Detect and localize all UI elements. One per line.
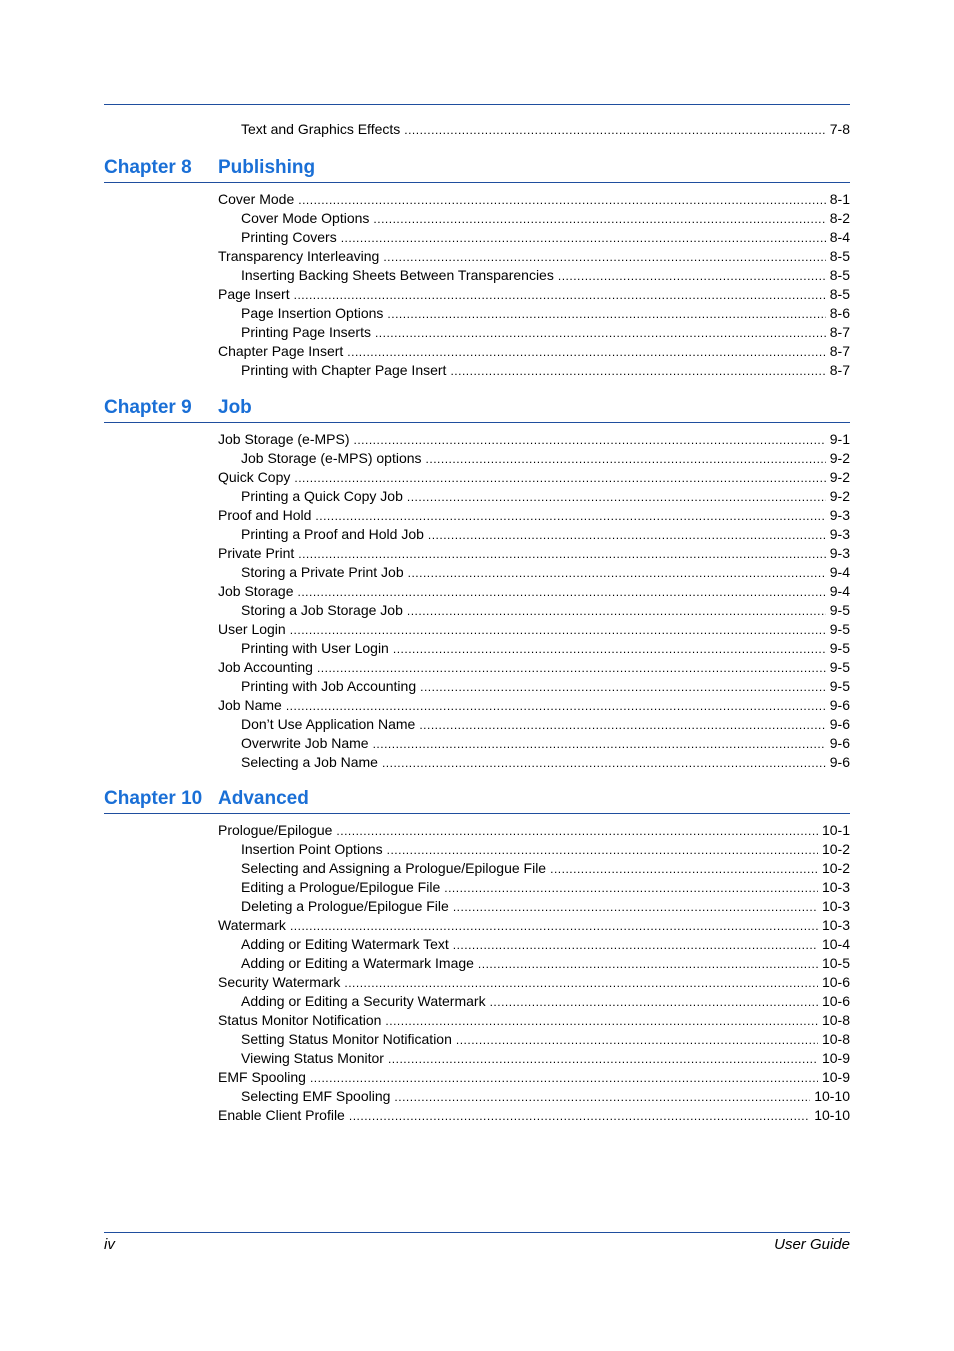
dot-leader <box>426 450 826 469</box>
toc-entry-label: Printing with User Login <box>241 640 389 656</box>
toc-entry-label: Enable Client Profile <box>218 1107 345 1123</box>
toc-entry-page: 8-7 <box>829 324 850 340</box>
dot-leader <box>408 564 826 583</box>
toc-entry[interactable] <box>218 190 850 209</box>
toc-entry[interactable] <box>218 487 850 506</box>
dot-leader <box>419 716 825 735</box>
toc-entry[interactable] <box>218 878 850 897</box>
toc-entry-page: 9-1 <box>829 431 850 447</box>
toc-entry-page: 9-5 <box>829 640 850 656</box>
dot-leader <box>349 1107 810 1126</box>
dot-leader <box>315 507 825 526</box>
toc-entry-page: 10-3 <box>821 917 850 933</box>
toc-entry-label: Job Storage <box>218 583 294 599</box>
dot-leader <box>393 640 826 659</box>
dot-leader <box>286 697 826 716</box>
toc-entry-label: Job Name <box>218 697 282 713</box>
dot-leader <box>344 974 818 993</box>
toc-entry[interactable] <box>218 430 850 449</box>
toc-entry[interactable] <box>218 859 850 878</box>
dot-leader <box>453 898 818 917</box>
toc-entry-page: 8-4 <box>829 229 850 245</box>
toc-entry-label: Watermark <box>218 917 286 933</box>
dot-leader <box>450 362 825 381</box>
dot-leader <box>444 879 818 898</box>
chapter-title: Publishing <box>218 157 316 178</box>
toc-entry[interactable] <box>218 285 850 304</box>
toc-entry[interactable] <box>218 992 850 1011</box>
toc-continued-list <box>218 120 850 139</box>
toc-entry-label: Text and Graphics Effects <box>241 121 401 137</box>
toc-entry-page: 10-4 <box>821 936 850 952</box>
toc-entry[interactable] <box>218 658 850 677</box>
dot-leader <box>336 822 818 841</box>
toc-entry-page: 9-5 <box>829 602 850 618</box>
toc-entry-label: Storing a Private Print Job <box>241 564 404 580</box>
footer-doc-title: User Guide <box>774 1236 850 1253</box>
dot-leader <box>428 526 826 545</box>
toc-entry-label: Printing with Job Accounting <box>241 678 417 694</box>
dot-leader <box>490 993 818 1012</box>
toc-entry-label: Adding or Editing a Watermark Image <box>241 955 474 971</box>
toc-entry[interactable] <box>218 342 850 361</box>
toc-entry-page: 8-6 <box>829 305 850 321</box>
footer-page-number: iv <box>104 1236 115 1253</box>
toc-entry[interactable] <box>218 266 850 285</box>
dot-leader <box>294 469 825 488</box>
toc-entry-label: Don’t Use Application Name <box>241 716 416 732</box>
dot-leader <box>387 841 818 860</box>
toc-entry-label: Quick Copy <box>218 469 291 485</box>
toc-entry-label: Printing a Proof and Hold Job <box>241 526 424 542</box>
toc-entry[interactable] <box>218 897 850 916</box>
dot-leader <box>558 267 826 286</box>
dot-leader <box>354 431 826 450</box>
toc-entry[interactable] <box>218 954 850 973</box>
toc-entry[interactable] <box>218 1030 850 1049</box>
toc-entry[interactable] <box>218 361 850 380</box>
dot-leader <box>341 229 826 248</box>
toc-entry-page: 10-2 <box>821 841 850 857</box>
toc-entry-page: 9-2 <box>829 469 850 485</box>
dot-leader <box>298 545 826 564</box>
toc-entry-page: 9-3 <box>829 526 850 542</box>
dot-leader <box>388 1050 818 1069</box>
toc-entry-label: Proof and Hold <box>218 507 312 523</box>
toc-entry[interactable] <box>218 677 850 696</box>
dot-leader <box>290 917 818 936</box>
dot-leader <box>407 488 826 507</box>
toc-entry-label: Status Monitor Notification <box>218 1012 382 1028</box>
toc-entry-label: Cover Mode <box>218 191 295 207</box>
dot-leader <box>375 324 826 343</box>
dot-leader <box>310 1069 818 1088</box>
toc-entry[interactable] <box>218 209 850 228</box>
toc-entry[interactable] <box>218 582 850 601</box>
chapter-number: Chapter 9 <box>104 397 192 418</box>
toc-entry-label: Printing Page Inserts <box>241 324 371 340</box>
toc-entry[interactable] <box>218 544 850 563</box>
toc-entry[interactable] <box>218 715 850 734</box>
toc-entry-page: 9-3 <box>829 507 850 523</box>
toc-entry-page: 9-4 <box>829 564 850 580</box>
toc-entry-label: Adding or Editing a Security Watermark <box>241 993 486 1009</box>
dot-leader <box>407 602 826 621</box>
toc-entry[interactable] <box>218 1106 850 1125</box>
toc-entry[interactable] <box>218 1087 850 1106</box>
toc-entry-label: Printing a Quick Copy Job <box>241 488 403 504</box>
toc-entry-label: Job Accounting <box>218 659 313 675</box>
toc-entry-page: 8-1 <box>829 191 850 207</box>
toc-entry[interactable] <box>218 639 850 658</box>
toc-entry-page: 7-8 <box>829 121 850 137</box>
toc-entry-label: Setting Status Monitor Notification <box>241 1031 452 1047</box>
dot-leader <box>387 305 825 324</box>
header-rule <box>104 104 850 105</box>
chapter-number: Chapter 8 <box>104 157 192 178</box>
toc-entry-label: Adding or Editing Watermark Text <box>241 936 449 952</box>
toc-entry-label: Transparency Interleaving <box>218 248 380 264</box>
footer-rule <box>104 1232 850 1233</box>
toc-entry-label: Storing a Job Storage Job <box>241 602 403 618</box>
dot-leader <box>317 659 826 678</box>
toc-entry-label: Printing with Chapter Page Insert <box>241 362 447 378</box>
dot-leader <box>550 860 818 879</box>
toc-entry[interactable] <box>218 1049 850 1068</box>
toc-entry-page: 9-2 <box>829 488 850 504</box>
toc-entry-page: 8-7 <box>829 362 850 378</box>
toc-entry-label: Editing a Prologue/Epilogue File <box>241 879 441 895</box>
toc-entry-page: 9-5 <box>829 659 850 675</box>
dot-leader <box>383 248 825 267</box>
toc-entry-page: 9-6 <box>829 716 850 732</box>
toc-entry-label: Viewing Status Monitor <box>241 1050 384 1066</box>
toc-entry[interactable] <box>218 563 850 582</box>
toc-entry-page: 8-7 <box>829 343 850 359</box>
toc-entry-page: 9-3 <box>829 545 850 561</box>
toc-entry-label: Selecting and Assigning a Prologue/Epilogue File <box>241 860 547 876</box>
toc-entry-label: Selecting a Job Name <box>241 754 378 770</box>
toc-entry[interactable] <box>218 1011 850 1030</box>
toc-entry[interactable] <box>218 601 850 620</box>
chapter-title: Job <box>218 397 252 418</box>
toc-entry-page: 10-8 <box>821 1012 850 1028</box>
toc-entry[interactable] <box>218 247 850 266</box>
dot-leader <box>373 735 826 754</box>
dot-leader <box>453 936 818 955</box>
dot-leader <box>394 1088 810 1107</box>
toc-entry-label: Chapter Page Insert <box>218 343 344 359</box>
toc-entry-page: 8-2 <box>829 210 850 226</box>
toc-entry-label: Deleting a Prologue/Epilogue File <box>241 898 449 914</box>
dot-leader <box>456 1031 818 1050</box>
toc-entry-label: Cover Mode Options <box>241 210 370 226</box>
toc-entry-label: Overwrite Job Name <box>241 735 369 751</box>
toc-entry-page: 10-9 <box>821 1069 850 1085</box>
dot-leader <box>298 583 826 602</box>
toc-entry-page: 10-6 <box>821 974 850 990</box>
toc-entry-label: Inserting Backing Sheets Between Transparencies <box>241 267 554 283</box>
toc-entry-label: Job Storage (e-MPS) options <box>241 450 422 466</box>
toc-entry[interactable] <box>218 120 850 139</box>
toc-entry[interactable] <box>218 468 850 487</box>
toc-entry-label: Page Insertion Options <box>241 305 384 321</box>
toc-entry-page: 8-5 <box>829 286 850 302</box>
toc-entry-page: 10-2 <box>821 860 850 876</box>
toc-entry-label: Job Storage (e-MPS) <box>218 431 350 447</box>
toc-entry[interactable] <box>218 228 850 247</box>
dot-leader <box>347 343 825 362</box>
toc-entry-label: Private Print <box>218 545 295 561</box>
dot-leader <box>420 678 826 697</box>
toc-entry-page: 9-6 <box>829 754 850 770</box>
toc-entry[interactable] <box>218 973 850 992</box>
toc-entry[interactable] <box>218 696 850 715</box>
toc-entry-page: 10-8 <box>821 1031 850 1047</box>
dot-leader <box>373 210 825 229</box>
toc-entry[interactable] <box>218 734 850 753</box>
dot-leader <box>290 621 826 640</box>
toc-entry-page: 10-5 <box>821 955 850 971</box>
toc-entry[interactable] <box>218 323 850 342</box>
toc-entry-page: 10-1 <box>821 822 850 838</box>
toc-entry-page: 9-6 <box>829 735 850 751</box>
toc-entry-page: 10-3 <box>821 879 850 895</box>
chapter-10-entries <box>218 821 850 1125</box>
toc-entry-page: 10-6 <box>821 993 850 1009</box>
chapter-heading-9 <box>104 398 850 423</box>
toc-entry-label: Page Insert <box>218 286 290 302</box>
chapter-heading-10 <box>104 789 850 814</box>
toc-entry-page: 10-3 <box>821 898 850 914</box>
toc-entry[interactable] <box>218 620 850 639</box>
toc-entry[interactable] <box>218 1068 850 1087</box>
toc-entry-page: 10-9 <box>821 1050 850 1066</box>
toc-entry-page: 10-10 <box>814 1088 850 1104</box>
dot-leader <box>298 191 826 210</box>
toc-entry[interactable] <box>218 821 850 840</box>
toc-entry-label: EMF Spooling <box>218 1069 306 1085</box>
toc-entry[interactable] <box>218 753 850 772</box>
toc-entry[interactable] <box>218 840 850 859</box>
toc-entry-page: 9-5 <box>829 621 850 637</box>
toc-entry-page: 8-5 <box>829 267 850 283</box>
toc-entry[interactable] <box>218 304 850 323</box>
dot-leader <box>404 121 826 140</box>
toc-entry-label: Printing Covers <box>241 229 337 245</box>
toc-entry-label: Security Watermark <box>218 974 341 990</box>
toc-entry-label: User Login <box>218 621 286 637</box>
toc-entry-label: Insertion Point Options <box>241 841 383 857</box>
chapter-heading-8 <box>104 158 850 183</box>
toc-entry-page: 9-5 <box>829 678 850 694</box>
toc-entry-label: Selecting EMF Spooling <box>241 1088 391 1104</box>
dot-leader <box>385 1012 818 1031</box>
toc-entry-page: 9-2 <box>829 450 850 466</box>
chapter-9-entries <box>218 430 850 772</box>
chapter-8-entries <box>218 190 850 380</box>
toc-entry[interactable] <box>218 506 850 525</box>
toc-entry-page: 9-4 <box>829 583 850 599</box>
dot-leader <box>382 754 826 773</box>
toc-entry-page: 8-5 <box>829 248 850 264</box>
toc-entry[interactable] <box>218 916 850 935</box>
toc-entry[interactable] <box>218 449 850 468</box>
toc-entry-page: 9-6 <box>829 697 850 713</box>
toc-entry[interactable] <box>218 525 850 544</box>
dot-leader <box>478 955 818 974</box>
dot-leader <box>294 286 826 305</box>
toc-entry[interactable] <box>218 935 850 954</box>
chapter-title: Advanced <box>218 788 309 809</box>
toc-entry-page: 10-10 <box>814 1107 850 1123</box>
toc-entry-label: Prologue/Epilogue <box>218 822 333 838</box>
chapter-number: Chapter 10 <box>104 788 203 809</box>
